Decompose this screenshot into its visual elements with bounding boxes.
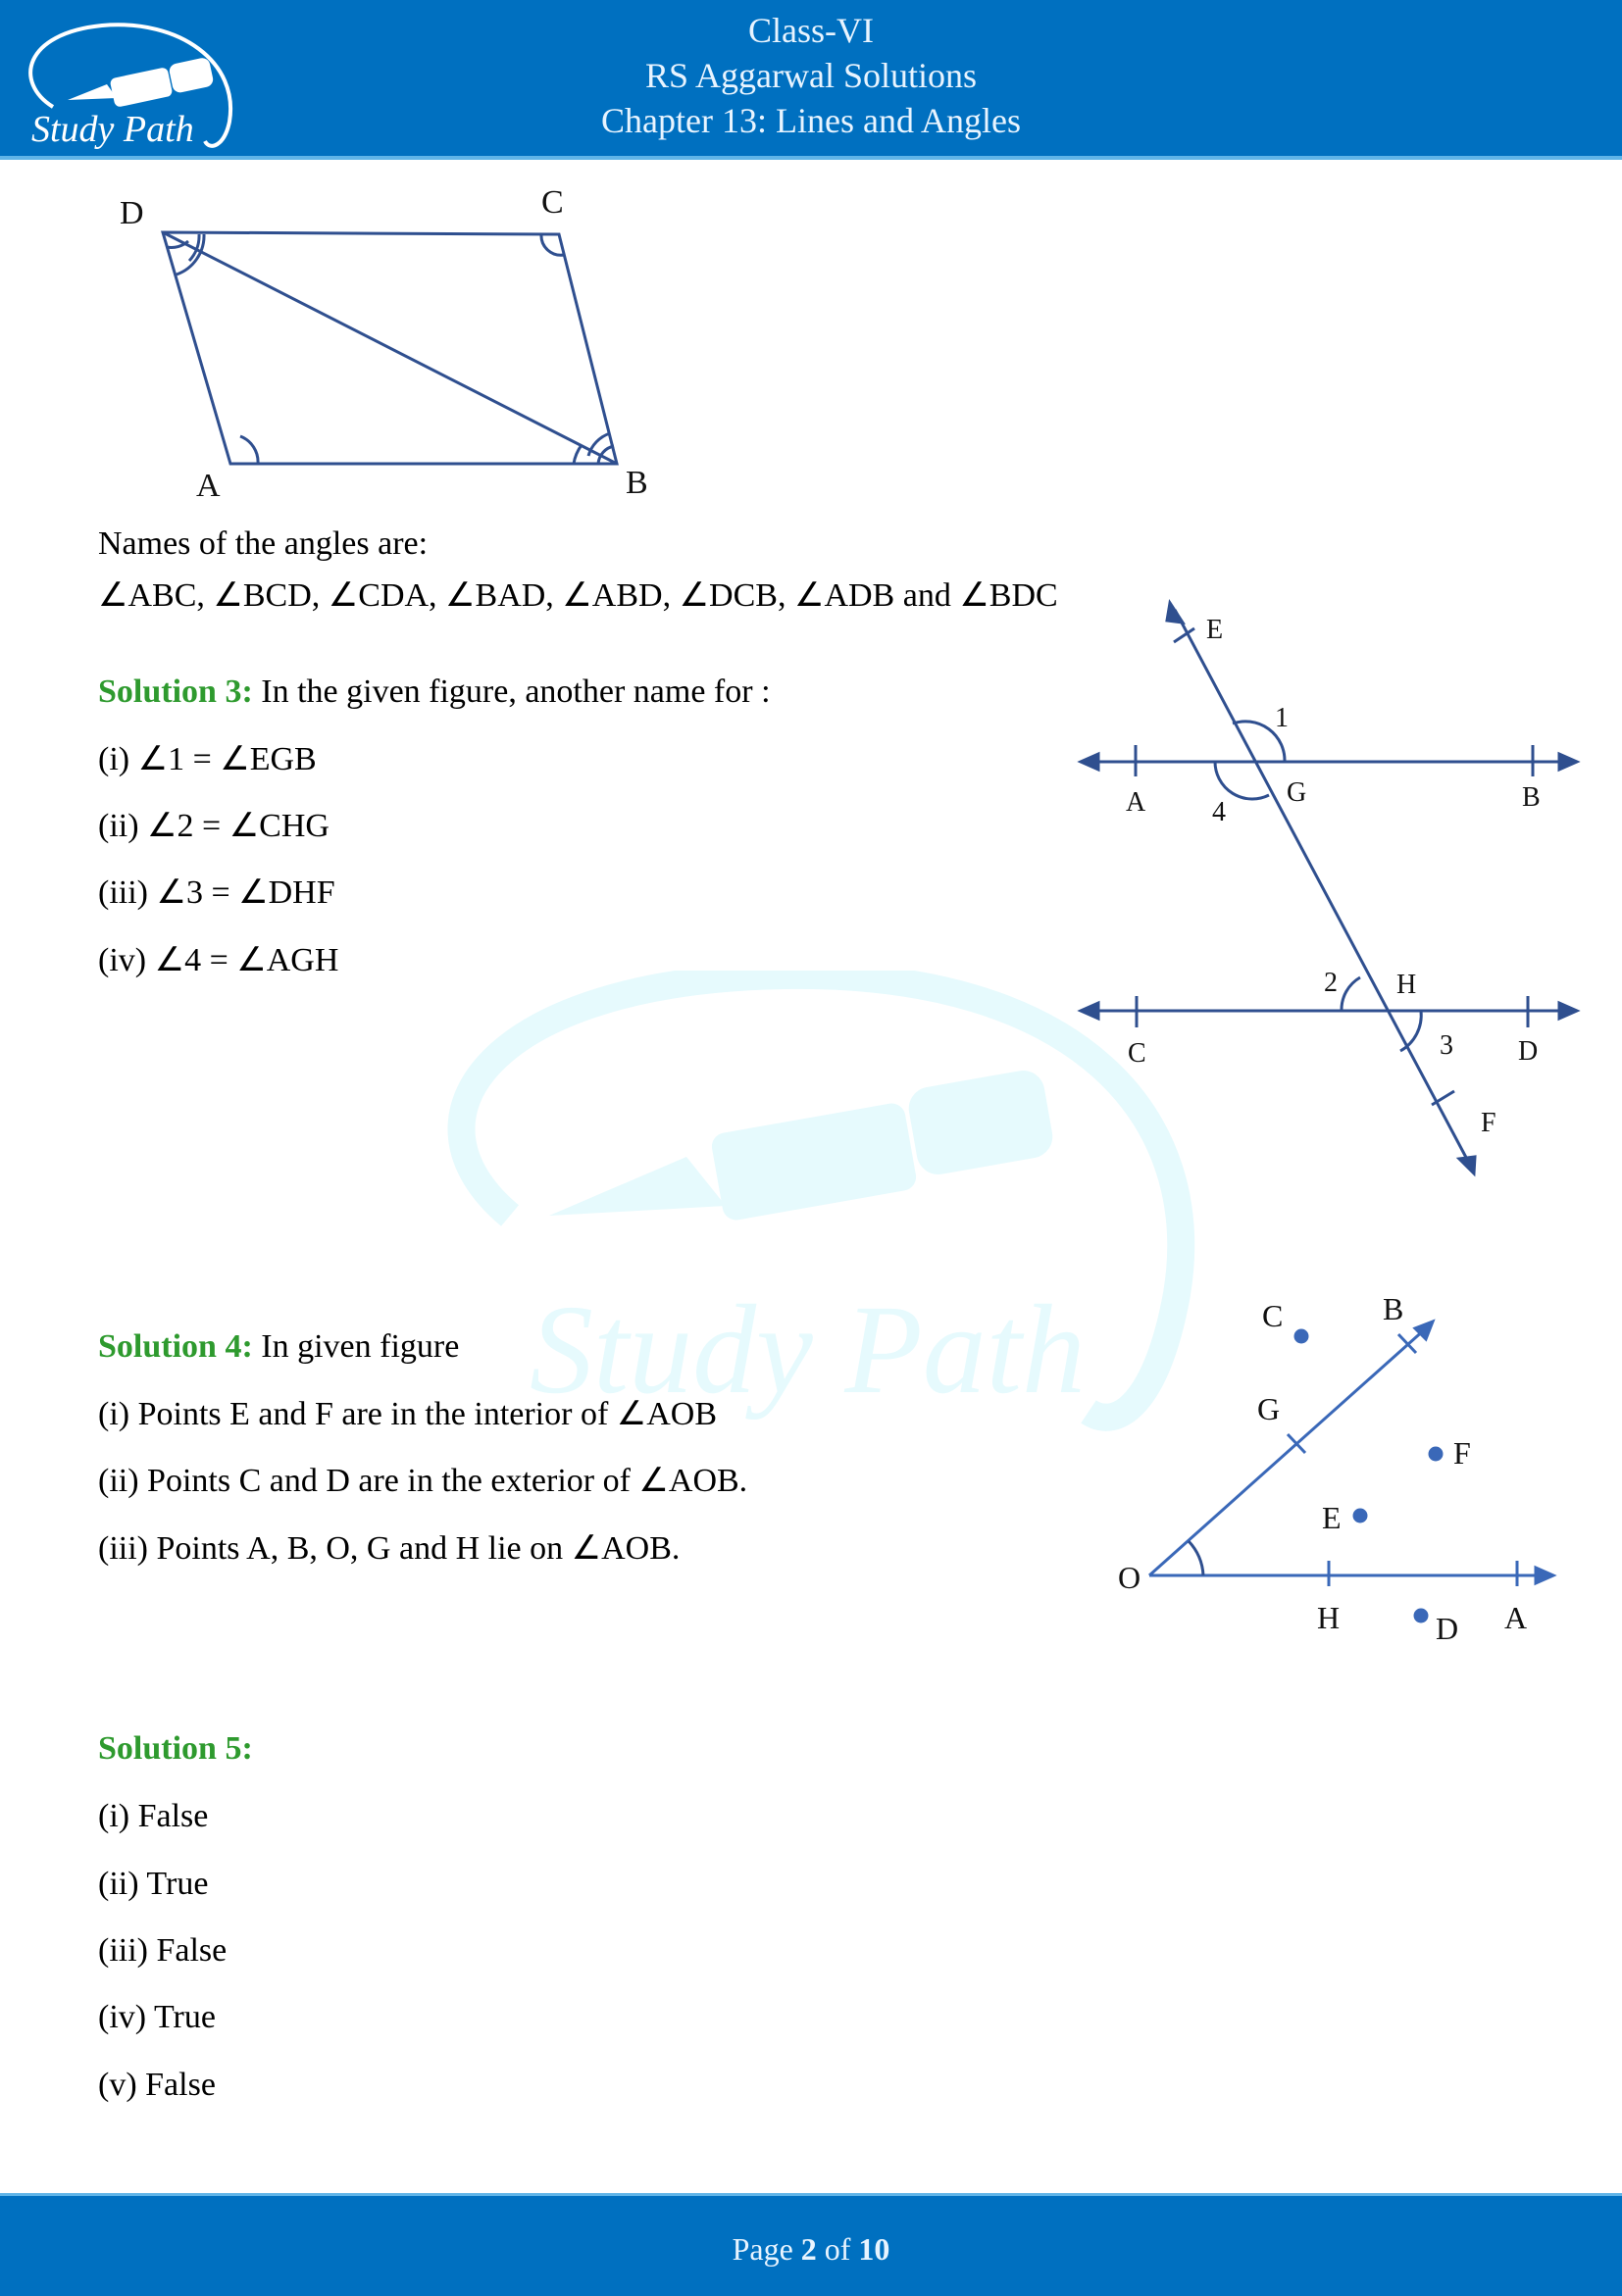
svg-text:F: F (1481, 1108, 1496, 1138)
svg-text:O: O (1118, 1560, 1141, 1595)
page-indicator: Page 2 of 10 (732, 2231, 890, 2267)
solution-4-item: (iii) Points A, B, O, G and H lie on ∠AOB. (98, 1530, 681, 1567)
solution-4-item: (ii) Points C and D are in the exterior of ∠AOB. (98, 1463, 748, 1499)
svg-text:4: 4 (1212, 797, 1226, 827)
solution-3-item: (iii) ∠3 = ∠DHF (98, 874, 335, 911)
solution-5-item: (iv) True (98, 1999, 216, 2035)
solution-5-item: (iii) False (98, 1932, 228, 1969)
solution-5-label: Solution 5: (98, 1730, 253, 1767)
svg-text:B: B (1522, 782, 1541, 813)
solution-3-heading (98, 673, 771, 712)
solution-5-item: (i) False (98, 1798, 209, 1834)
svg-text:C: C (1262, 1298, 1284, 1333)
svg-text:F: F (1453, 1435, 1471, 1471)
solution-4-item: (i) Points E and F are in the interior of ∠AOB (98, 1396, 718, 1432)
total-pages: 10 (858, 2231, 890, 2267)
current-page: 2 (800, 2231, 817, 2267)
solution-3-item: (iv) ∠4 = ∠AGH (98, 942, 339, 978)
svg-text:1: 1 (1275, 703, 1289, 733)
solution-3-label: Solution 3: (98, 674, 253, 710)
angles-list: ∠ABC, ∠BCD, ∠CDA, ∠BAD, ∠ABD, ∠DCB, ∠ADB and ∠BDC (98, 577, 1058, 614)
svg-text:G: G (1287, 777, 1307, 808)
solution-3-item: (ii) ∠2 = ∠CHG (98, 808, 329, 844)
svg-text:D: D (1436, 1611, 1459, 1646)
solution-5-item: (ii) True (98, 1866, 209, 1902)
svg-text:A: A (196, 468, 221, 504)
svg-text:2: 2 (1324, 968, 1338, 998)
book-title: RS Aggarwal Solutions (644, 56, 978, 95)
svg-text:B: B (1383, 1291, 1404, 1326)
solution-3-item: (i) ∠1 = ∠EGB (98, 741, 317, 777)
svg-text:E: E (1322, 1500, 1342, 1535)
page-header (0, 0, 1622, 160)
svg-text:Study Path: Study Path (31, 109, 194, 150)
solution-4-label: Solution 4: (98, 1328, 253, 1365)
class-title: Class-VI (748, 11, 874, 50)
svg-text:Study Path: Study Path (530, 1279, 1086, 1421)
svg-text:C: C (541, 184, 564, 221)
svg-text:H: H (1396, 970, 1417, 1000)
svg-text:H: H (1317, 1600, 1341, 1635)
angles-intro: Names of the angles are: (98, 525, 429, 562)
svg-text:G: G (1257, 1391, 1281, 1426)
svg-text:A: A (1504, 1600, 1528, 1635)
solution-5-heading (98, 1729, 253, 1769)
angle-aob-figure (1098, 1274, 1569, 1657)
transversal-figure (1069, 588, 1598, 1186)
svg-text:C: C (1128, 1038, 1146, 1069)
solution-4-heading (98, 1327, 459, 1367)
solution-5-item: (v) False (98, 2067, 216, 2103)
svg-text:D: D (120, 195, 144, 231)
solution-4-intro: In given figure (252, 1328, 460, 1365)
svg-text:D: D (1518, 1036, 1539, 1067)
solution-3-intro: In the given figure, another name for : (252, 674, 771, 710)
svg-text:B: B (626, 465, 648, 501)
chapter-title: Chapter 13: Lines and Angles (601, 101, 1021, 140)
page-footer (0, 2193, 1622, 2296)
svg-text:E: E (1206, 615, 1224, 645)
svg-text:3: 3 (1440, 1030, 1453, 1061)
svg-text:A: A (1126, 787, 1146, 818)
parallelogram-figure (98, 176, 686, 510)
